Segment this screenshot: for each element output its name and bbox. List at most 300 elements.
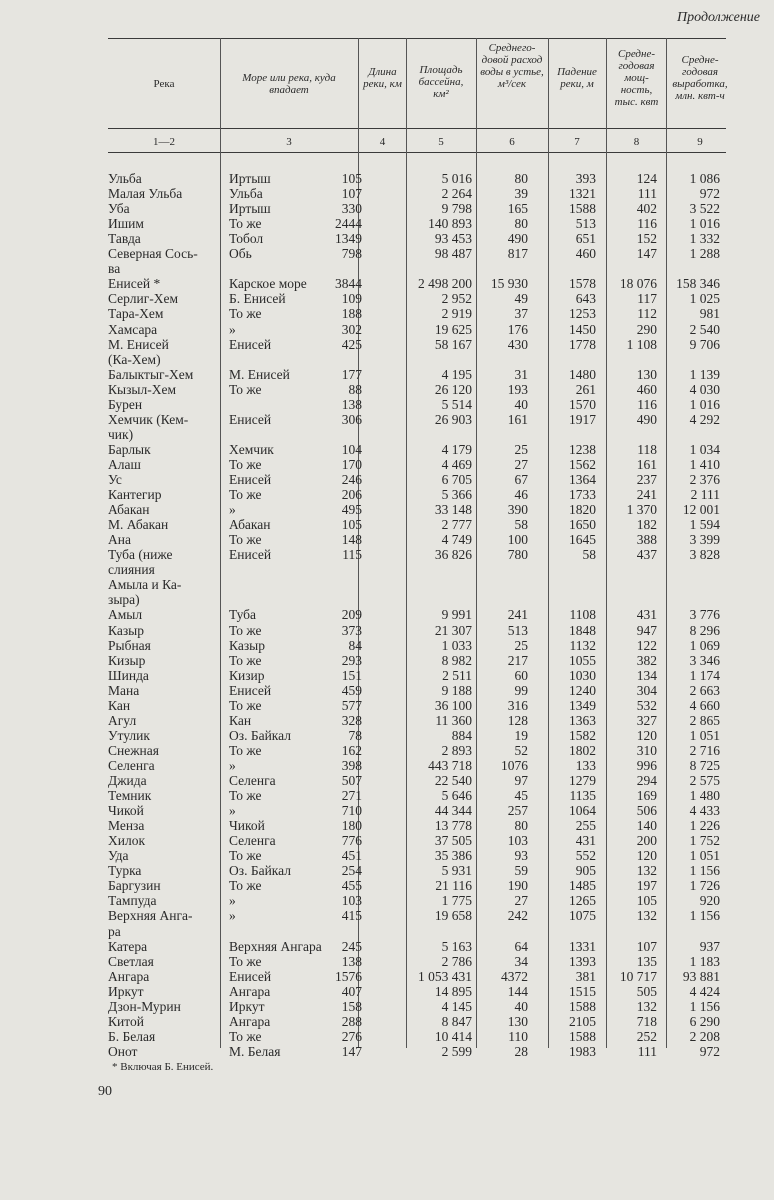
cell-mouth: М. Белая	[229, 1043, 281, 1059]
cell-output: 1 034	[689, 441, 720, 457]
cell-length: 451	[341, 848, 362, 864]
cell-mouth: То же	[229, 953, 262, 969]
cell-power: 197	[636, 878, 657, 894]
cell-fall: 1135	[569, 788, 596, 804]
cell-power: 460	[636, 381, 657, 397]
cell-area: 26 120	[434, 381, 472, 397]
cell-area: 35 386	[434, 848, 472, 864]
cell-fall: 1030	[569, 667, 596, 683]
cell-power: 506	[636, 803, 657, 819]
cell-fall: 393	[575, 171, 596, 186]
table-row	[0, 758, 774, 774]
cell-fall: 1802	[569, 742, 596, 758]
cell-power: 116	[637, 216, 657, 232]
cell-area: 140 893	[428, 216, 472, 232]
cell-mouth: Ангара	[229, 1013, 271, 1029]
cell-flow: 52	[514, 742, 528, 758]
cell-river: Чикой	[108, 803, 144, 819]
page-number: 90	[98, 1084, 112, 1099]
table-row	[0, 487, 774, 503]
cell-river: ра	[108, 923, 121, 939]
col-number: 3	[286, 136, 292, 148]
cell-area: 1 033	[441, 637, 472, 653]
table-row	[0, 276, 774, 292]
table-row	[0, 713, 774, 729]
col-number: 1—2	[153, 136, 175, 148]
continuation-label: Продолжение	[677, 10, 760, 25]
cell-mouth: То же	[229, 216, 262, 232]
cell-river: Менза	[108, 818, 145, 834]
cell-river: Джида	[108, 773, 147, 788]
cell-area: 44 344	[434, 803, 472, 819]
header-output: Средне-годовая выработка, млн. квт-ч	[672, 54, 728, 102]
cell-power: 252	[636, 1028, 657, 1044]
cell-flow: 144	[507, 983, 528, 999]
cell-mouth: Енисей	[229, 968, 272, 984]
header-power: Средне-годовая мощ-ность, тыс. квт	[614, 48, 659, 108]
cell-flow: 59	[514, 863, 528, 879]
cell-length: 177	[341, 366, 362, 382]
table-row	[0, 171, 774, 187]
cell-mouth: »	[229, 502, 236, 518]
cell-flow: 780	[507, 547, 528, 563]
cell-power: 18 076	[619, 276, 657, 292]
cell-flow: 217	[507, 652, 528, 668]
cell-flow: 39	[514, 186, 528, 202]
cell-fall: 1349	[569, 697, 596, 713]
col-number: 4	[379, 136, 386, 148]
cell-length: 147	[341, 1043, 362, 1059]
cell-fall: 1393	[569, 953, 596, 969]
cell-length: 798	[341, 246, 362, 262]
cell-fall: 1238	[569, 441, 596, 457]
cell-flow: 25	[514, 637, 528, 653]
cell-output: 937	[699, 938, 720, 954]
cell-length: 276	[341, 1028, 362, 1044]
cell-river: Дзон-Мурин	[108, 998, 181, 1014]
cell-flow: 110	[508, 1028, 528, 1044]
cell-fall: 1279	[569, 773, 596, 788]
table-row	[0, 592, 774, 608]
cell-mouth: Тобол	[229, 231, 264, 247]
cell-power: 132	[636, 908, 657, 924]
cell-river: Ишим	[108, 216, 144, 232]
cell-output: 1 288	[689, 246, 720, 262]
header-divider	[108, 128, 726, 129]
cell-flow: 817	[507, 246, 528, 262]
col-number: 8	[633, 136, 640, 148]
cell-fall: 1645	[569, 532, 596, 548]
cell-power: 327	[636, 712, 657, 728]
cell-area: 26 903	[434, 411, 472, 427]
table-row	[0, 607, 774, 623]
cell-length: 302	[341, 321, 362, 337]
cell-length: 288	[341, 1013, 362, 1029]
cell-mouth: М. Енисей	[229, 366, 290, 382]
cell-river: Ус	[108, 472, 122, 487]
cell-river: Мана	[108, 682, 140, 698]
cell-fall: 1848	[569, 622, 596, 638]
cell-mouth: »	[229, 757, 236, 773]
cell-flow: 64	[514, 938, 528, 954]
cell-river: Барлык	[108, 441, 151, 457]
table-row	[0, 246, 774, 262]
cell-output: 12 001	[682, 502, 720, 518]
cell-power: 431	[636, 607, 657, 623]
cell-flow: 27	[514, 456, 528, 472]
cell-area: 5 016	[441, 171, 472, 186]
cell-area: 884	[451, 727, 472, 743]
cell-area: 8 847	[441, 1013, 472, 1029]
cell-river: Малая Ульба	[108, 186, 183, 202]
cell-length: 206	[341, 487, 362, 503]
cell-power: 294	[636, 773, 657, 788]
cell-length: 138	[341, 953, 362, 969]
cell-mouth: То же	[229, 1028, 262, 1044]
table-row	[0, 908, 774, 924]
cell-power: 147	[636, 246, 657, 262]
cell-river: Тампуда	[108, 893, 157, 909]
cell-river: Кизыр	[108, 652, 146, 668]
cell-river: Баргузин	[108, 878, 161, 894]
cell-fall: 1064	[569, 803, 596, 819]
table-row	[0, 457, 774, 473]
cell-output: 1 156	[689, 863, 720, 879]
cell-length: 246	[341, 472, 362, 487]
cell-river: Шинда	[108, 667, 149, 683]
cell-mouth: Кизир	[229, 667, 265, 683]
table-row	[0, 1029, 774, 1045]
cell-output: 2 376	[689, 472, 720, 487]
cell-length: 78	[348, 727, 362, 743]
cell-mouth: Казыр	[229, 637, 265, 653]
cell-length: 330	[341, 201, 362, 217]
cell-mouth: Енисей	[229, 547, 272, 563]
cell-river: Абакан	[108, 502, 150, 518]
cell-output: 981	[699, 306, 720, 322]
cell-length: 776	[341, 833, 362, 849]
cell-mouth: Оз. Байкал	[229, 863, 292, 879]
cell-fall: 1132	[569, 637, 596, 653]
cell-fall: 1588	[569, 998, 596, 1014]
cell-fall: 905	[575, 863, 596, 879]
cell-flow: 103	[507, 833, 528, 849]
cell-area: 33 148	[434, 502, 472, 518]
cell-power: 310	[636, 742, 657, 758]
cell-mouth: Иртыш	[229, 171, 271, 186]
cell-length: 151	[341, 667, 362, 683]
cell-length: 158	[341, 998, 362, 1014]
cell-flow: 19	[514, 727, 528, 743]
cell-area: 2 919	[441, 306, 472, 322]
cell-length: 507	[341, 773, 362, 788]
cell-area: 2 777	[441, 517, 472, 533]
table-row	[0, 442, 774, 458]
table-row	[0, 397, 774, 413]
cell-power: 122	[636, 637, 657, 653]
cell-length: 2444	[335, 216, 362, 232]
cell-area: 13 778	[434, 818, 472, 834]
cell-output: 1 051	[689, 727, 720, 743]
table-row	[0, 743, 774, 759]
cell-power: 132	[636, 863, 657, 879]
cell-length: 710	[341, 803, 362, 819]
cell-length: 1576	[335, 968, 362, 984]
cell-length: 105	[341, 517, 362, 533]
cell-river: Рыбная	[108, 637, 151, 653]
table-row	[0, 668, 774, 684]
table-row	[0, 216, 774, 232]
cell-length: 415	[341, 908, 362, 924]
cell-fall: 513	[575, 216, 596, 232]
cell-flow: 4372	[501, 968, 528, 984]
cell-fall: 1055	[569, 652, 596, 668]
cell-power: 237	[636, 472, 657, 487]
cell-river: Кызыл-Хем	[108, 381, 176, 397]
cell-output: 972	[699, 1043, 720, 1059]
cell-length: 459	[341, 682, 362, 698]
cell-power: 132	[636, 998, 657, 1014]
cell-output: 1 480	[689, 788, 720, 804]
cell-flow: 46	[514, 487, 528, 503]
cell-output: 1 183	[689, 953, 720, 969]
table-row	[0, 412, 774, 428]
cell-mouth: То же	[229, 878, 262, 894]
cell-fall: 1733	[569, 487, 596, 503]
cell-fall: 643	[575, 291, 596, 307]
cell-power: 152	[636, 231, 657, 247]
cell-mouth: То же	[229, 697, 262, 713]
cell-power: 140	[636, 818, 657, 834]
col-number: 9	[697, 136, 703, 148]
table-row	[0, 291, 774, 307]
cell-river: (Ка-Хем)	[108, 351, 161, 367]
table-row	[0, 999, 774, 1015]
cell-area: 2 599	[441, 1043, 472, 1059]
table-row	[0, 502, 774, 518]
cell-output: 1 226	[689, 818, 720, 834]
cell-mouth: Обь	[229, 246, 252, 262]
cell-power: 118	[637, 441, 657, 457]
cell-length: 398	[341, 757, 362, 773]
cell-area: 22 540	[434, 773, 472, 788]
cell-output: 2 865	[689, 712, 720, 728]
cell-fall: 1265	[569, 893, 596, 909]
cell-river: зыра)	[108, 592, 140, 608]
table-row	[0, 939, 774, 955]
cell-mouth: Кан	[229, 712, 252, 728]
cell-river: Тара-Хем	[108, 306, 164, 322]
table-row	[0, 984, 774, 1000]
cell-area: 1 775	[441, 893, 472, 909]
cell-flow: 27	[514, 893, 528, 909]
cell-river: Агул	[108, 712, 137, 728]
cell-output: 2 575	[689, 773, 720, 788]
cell-fall: 1562	[569, 456, 596, 472]
cell-output: 158 346	[676, 276, 720, 292]
cell-power: 169	[636, 788, 657, 804]
cell-flow: 25	[514, 441, 528, 457]
cell-mouth: »	[229, 908, 236, 924]
table-row	[0, 653, 774, 669]
cell-flow: 34	[514, 953, 528, 969]
cell-length: 105	[341, 171, 362, 186]
cell-river: Амыл	[108, 607, 143, 623]
header-river: Река	[153, 78, 175, 90]
cell-area: 11 360	[435, 712, 472, 728]
cell-flow: 67	[514, 472, 528, 487]
cell-area: 93 453	[434, 231, 472, 247]
cell-output: 4 660	[689, 697, 720, 713]
cell-mouth: То же	[229, 622, 262, 638]
cell-area: 2 786	[441, 953, 472, 969]
cell-area: 2 264	[441, 186, 472, 202]
cell-flow: 241	[507, 607, 528, 623]
cell-fall: 1364	[569, 472, 596, 487]
cell-flow: 430	[507, 336, 528, 352]
cell-river: ва	[108, 261, 121, 277]
cell-length: 271	[341, 788, 362, 804]
table-row	[0, 803, 774, 819]
cell-power: 437	[636, 547, 657, 563]
cell-flow: 390	[507, 502, 528, 518]
cell-output: 3 346	[689, 652, 720, 668]
cell-river: Верхняя Анга-	[108, 908, 193, 924]
cell-power: 388	[636, 532, 657, 548]
cell-fall: 1240	[569, 682, 596, 698]
cell-power: 161	[636, 456, 657, 472]
cell-mouth: Енисей	[229, 472, 272, 487]
table-row	[0, 382, 774, 398]
cell-power: 182	[636, 517, 657, 533]
cell-flow: 130	[507, 1013, 528, 1029]
cell-flow: 490	[507, 231, 528, 247]
cell-fall: 1917	[569, 411, 596, 427]
cell-river: Темник	[108, 788, 152, 804]
cell-flow: 128	[507, 712, 528, 728]
cell-output: 6 290	[689, 1013, 720, 1029]
cell-fall: 1485	[569, 878, 596, 894]
table-row	[0, 818, 774, 834]
cell-river: Хемчик (Кем-	[108, 411, 189, 427]
cell-output: 3 776	[689, 607, 720, 623]
cell-flow: 15 930	[490, 276, 528, 292]
table-row	[0, 623, 774, 639]
cell-river: Енисей *	[108, 276, 161, 292]
cell-length: 1349	[335, 231, 362, 247]
cell-fall: 460	[575, 246, 596, 262]
cell-flow: 45	[514, 788, 528, 804]
cell-power: 1 370	[626, 502, 657, 518]
cell-power: 135	[636, 953, 657, 969]
cell-river: М. Абакан	[108, 517, 169, 533]
cell-flow: 28	[514, 1043, 528, 1059]
table-row	[0, 698, 774, 714]
cell-mouth: Енисей	[229, 336, 272, 352]
cell-fall: 1321	[569, 186, 596, 202]
cell-river: Серлиг-Хем	[108, 291, 179, 307]
cell-river: Утулик	[108, 727, 150, 743]
table-row	[0, 306, 774, 322]
cell-length: 115	[342, 547, 362, 563]
cell-length: 88	[348, 381, 362, 397]
col-number: 6	[509, 136, 515, 148]
table-row	[0, 186, 774, 202]
header-fall: Падение реки, м	[557, 66, 597, 90]
col-number: 7	[574, 136, 580, 148]
cell-fall: 1650	[569, 517, 596, 533]
table-row	[0, 788, 774, 804]
cell-river: Иркут	[108, 983, 144, 999]
cell-mouth: То же	[229, 306, 262, 322]
cell-output: 2 540	[689, 321, 720, 337]
cell-power: 120	[636, 727, 657, 743]
cell-flow: 513	[507, 622, 528, 638]
cell-mouth: Карское море	[229, 276, 307, 292]
cell-length: 455	[341, 878, 362, 894]
cell-river: Хилок	[108, 833, 146, 849]
cell-fall: 1578	[569, 276, 596, 292]
cell-flow: 80	[514, 216, 528, 232]
cell-mouth: Енисей	[229, 682, 272, 698]
cell-river: Уба	[108, 201, 130, 217]
cell-output: 4 292	[689, 411, 720, 427]
footnote: * Включая Б. Енисей.	[112, 1061, 214, 1073]
cell-flow: 1076	[501, 757, 528, 773]
table-row	[0, 577, 774, 593]
cell-area: 58 167	[434, 336, 472, 352]
cell-mouth: Оз. Байкал	[229, 727, 292, 743]
cell-area: 6 705	[441, 472, 472, 487]
cell-fall: 2105	[569, 1013, 596, 1029]
cell-flow: 58	[514, 517, 528, 533]
cell-mouth: Ангара	[229, 983, 271, 999]
cell-flow: 93	[514, 848, 528, 864]
cell-area: 36 100	[434, 697, 472, 713]
cell-fall: 381	[575, 968, 596, 984]
cell-area: 21 307	[434, 622, 472, 638]
cell-river: Светлая	[108, 953, 154, 969]
cell-power: 134	[636, 667, 657, 683]
cell-fall: 1570	[569, 396, 596, 412]
cell-area: 9 798	[441, 201, 472, 217]
cell-river: Ульба	[108, 171, 142, 186]
cell-mouth: Чикой	[229, 818, 265, 834]
cell-river: Кан	[108, 697, 131, 713]
cell-area: 19 658	[434, 908, 472, 924]
cell-mouth: Туба	[229, 607, 257, 623]
cell-river: Амыла и Ка-	[108, 577, 182, 593]
table-row	[0, 969, 774, 985]
cell-area: 5 163	[441, 938, 472, 954]
table-row	[0, 848, 774, 864]
cell-fall: 1582	[569, 727, 596, 743]
cell-fall: 58	[582, 547, 596, 563]
cell-area: 4 195	[441, 366, 472, 382]
cell-length: 188	[341, 306, 362, 322]
cell-mouth: »	[229, 321, 236, 337]
cell-area: 5 514	[441, 396, 472, 412]
cell-mouth: Селенга	[229, 833, 276, 849]
cell-mouth: »	[229, 803, 236, 819]
table-row	[0, 1014, 774, 1030]
cell-power: 10 717	[619, 968, 657, 984]
table-row	[0, 517, 774, 533]
cell-mouth: Верхняя Ангара	[229, 938, 322, 954]
table-row	[0, 893, 774, 909]
cell-river: Хамсара	[108, 321, 158, 337]
cell-output: 93 881	[682, 968, 720, 984]
